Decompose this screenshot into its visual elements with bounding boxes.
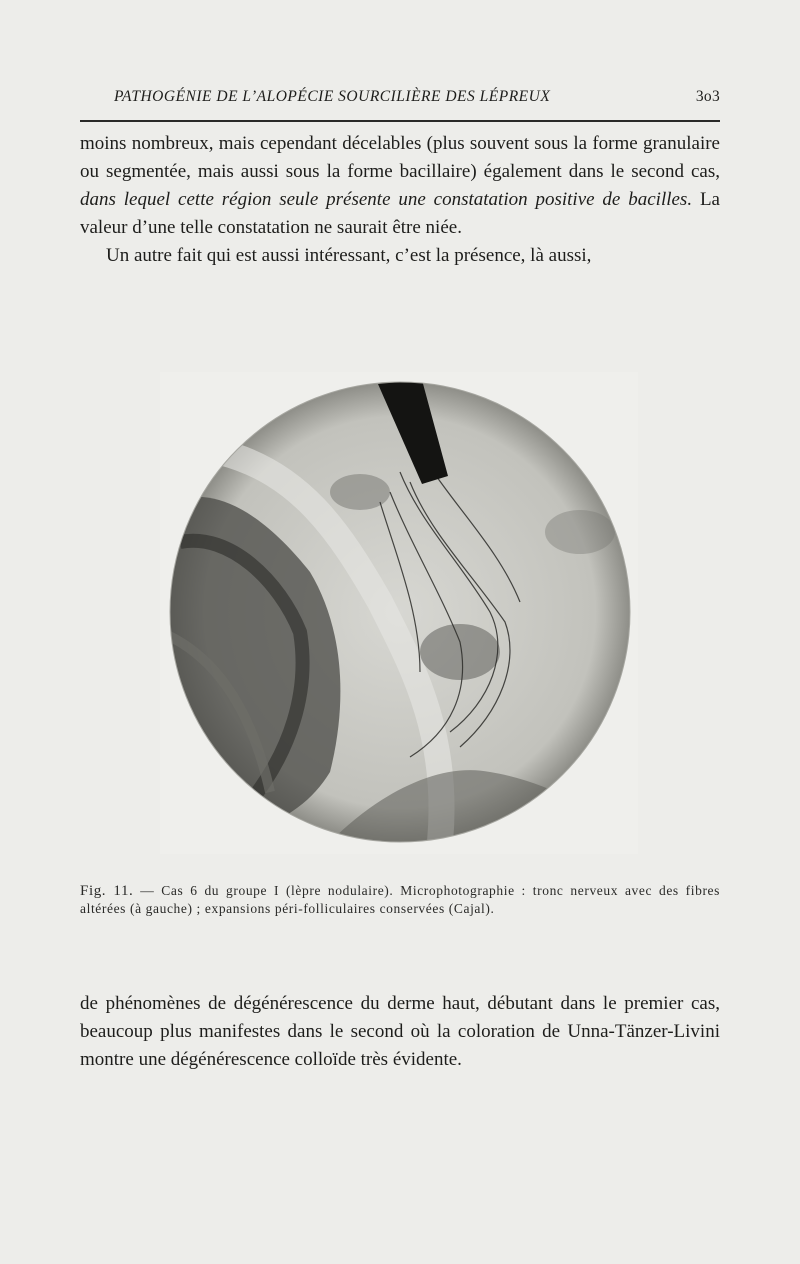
body-text-top	[80, 130, 720, 270]
paragraph-1-italic: dans lequel cette région seule présente une constatation positive de bacilles.	[80, 189, 693, 210]
paragraph-3: de phénomènes de dégénérescence du derme haut, débutant dans le premier cas, beaucoup plus manifestes dans le second où la coloration de Unna-Tänzer-Livini montre une dégénérescence colloïde très évidente.	[80, 993, 720, 1070]
paragraph-1-start: moins nombreux, mais cependant décelables (plus souvent sous la forme granulaire ou segmentée, mais aussi sous la forme bacillaire) également dans le second cas,	[80, 133, 720, 182]
running-header	[80, 84, 720, 110]
figure-label: Fig. 11.	[80, 883, 134, 899]
running-title: PATHOGÉNIE DE L’ALOPÉCIE SOURCILIÈRE DES LÉPREUX	[114, 88, 551, 105]
paragraph-1	[80, 130, 720, 242]
page-number: 3o3	[695, 88, 720, 105]
body-text-bottom	[80, 990, 720, 1074]
figure-caption-text: — Cas 6 du groupe I (lèpre nodulaire). Microphotographie : tronc nerveux avec des fibres altérées (à gauche) ; expansions péri-folliculaires conservées (Cajal).	[80, 883, 720, 916]
figure-caption	[80, 882, 720, 917]
header-rule	[80, 120, 720, 122]
paragraph-2: Un autre fait qui est aussi intéressant, c’est la présence, là aussi,	[106, 245, 592, 266]
paragraph-1-end: La valeur d’une telle constatation ne saurait être niée.	[80, 189, 720, 238]
microphotograph	[160, 372, 638, 854]
